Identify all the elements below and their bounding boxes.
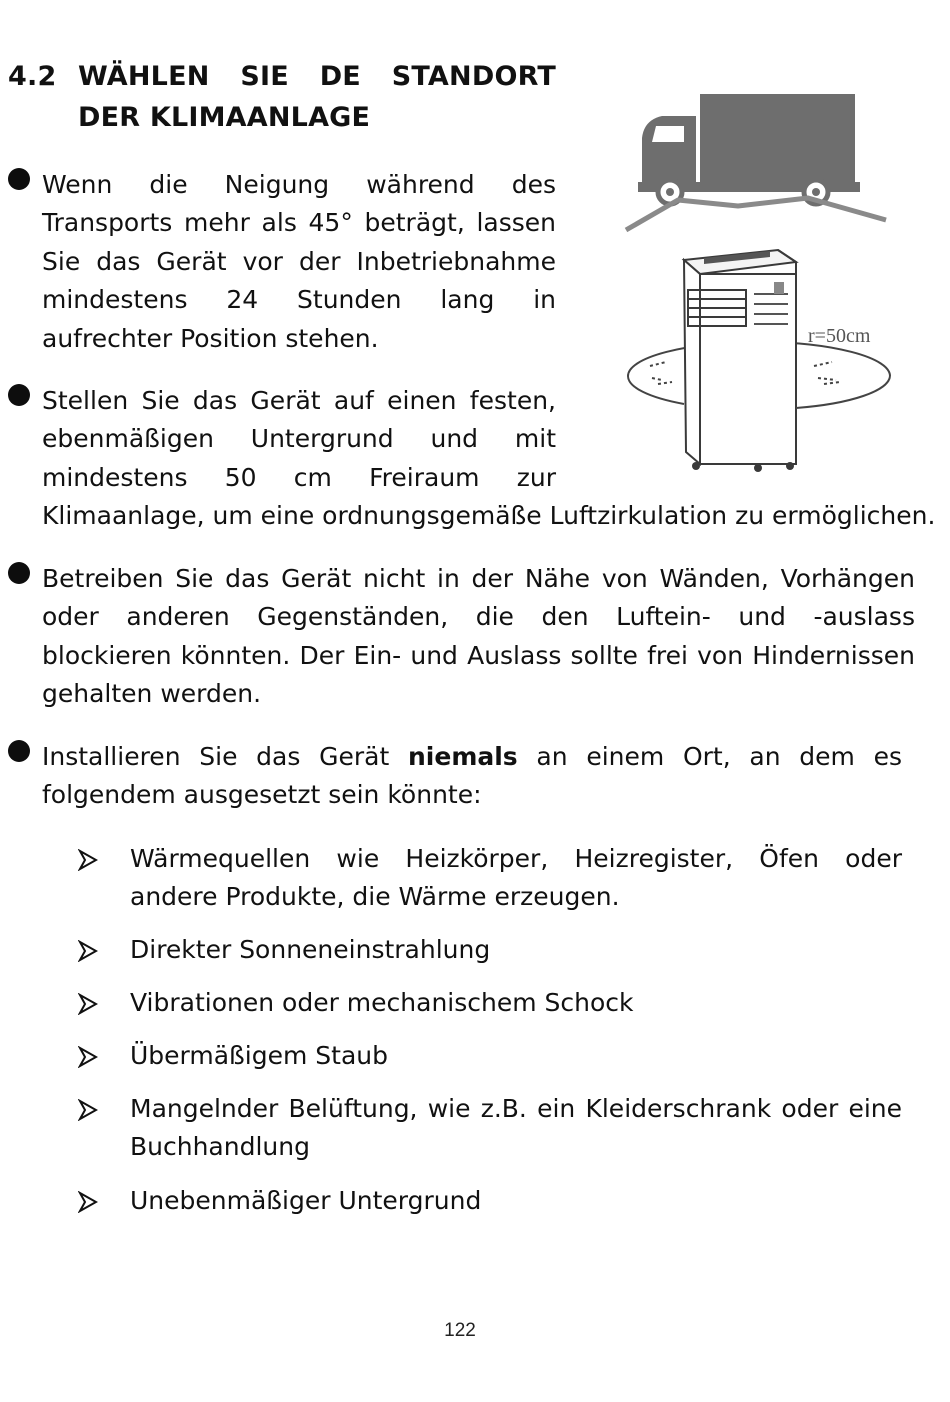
section-number: 4.2 xyxy=(8,61,57,92)
never-emphasis: niemals xyxy=(408,742,518,771)
section-title-line-1: WÄHLEN SIE DE STANDORT xyxy=(78,61,556,92)
bullet-text-tilt: Wenn die Neigung während des Transports mehr als 45° beträgt, lassen Sie das Gerät vor der Inbetriebnahme mindestens 24 Stunden lang in aufrechter Position stehen. xyxy=(42,170,556,353)
arrow-bullet-icon xyxy=(78,993,98,1015)
clearance-dashes-left xyxy=(650,362,672,384)
section-title-line-2: DER KLIMAANLAGE xyxy=(78,102,371,133)
clearance-circle-front-right xyxy=(796,376,890,408)
page-number: 122 xyxy=(444,1320,476,1341)
subitem-sunlight: Direkter Sonneneinstrahlung xyxy=(130,935,491,964)
arrow-bullet-icon xyxy=(78,1099,98,1121)
bullet-text-placement: Stellen Sie das Gerät auf einen festen, ebenmäßigen Untergrund und mit mindestens 50 cm Freiraum zur xyxy=(42,386,556,492)
subitem-ventilation: Mangelnder Belüftung, wie z.B. ein Kleiderschrank oder eine Buchhandlung xyxy=(130,1094,902,1162)
arrow-bullet-icon xyxy=(78,1191,98,1213)
subitem-uneven-ground: Unebenmäßiger Untergrund xyxy=(130,1186,482,1215)
bullet-dot xyxy=(8,384,30,406)
arrow-bullet-icon xyxy=(78,940,98,962)
arrow-bullet-icon xyxy=(78,1046,98,1068)
clearance-circle-front xyxy=(628,376,684,404)
portable-air-conditioner-icon xyxy=(684,250,796,472)
subitem-dust: Übermäßigem Staub xyxy=(130,1041,389,1070)
clearance-dashes-right xyxy=(814,362,840,384)
arrow-bullet-icon xyxy=(78,849,98,871)
bullet-dot xyxy=(8,168,30,190)
subitem-heat-sources: Wärmequellen wie Heizkörper, Heizregister, Öfen oder andere Produkte, die Wärme erzeugen. xyxy=(130,844,902,912)
truck-icon xyxy=(638,94,860,204)
subitem-vibration: Vibrationen oder mechanischem Schock xyxy=(130,988,634,1017)
bullet-dot xyxy=(8,740,30,762)
radius-label: r=50cm xyxy=(808,325,871,347)
never-install-text-before: Installieren Sie das Gerät xyxy=(42,742,408,771)
bullet-text-walls: Betreiben Sie das Gerät nicht in der Nähe von Wänden, Vorhängen oder anderen Gegenständen, die den Luftein- und -auslass blockieren könnten. Der Ein- und Auslass sollte frei von Hindernissen gehalten werden. xyxy=(42,564,915,709)
bullet-dot xyxy=(8,562,30,584)
bullet-text-never-install xyxy=(42,738,902,815)
placement-illustration xyxy=(618,82,908,482)
bullet-text-placement-continued: Klimaanlage, um eine ordnungsgemäße Luftzirkulation zu ermöglichen. xyxy=(42,501,936,530)
never-install-text-after: an einem Ort, an dem es folgendem ausgesetzt sein könnte: xyxy=(42,742,902,810)
